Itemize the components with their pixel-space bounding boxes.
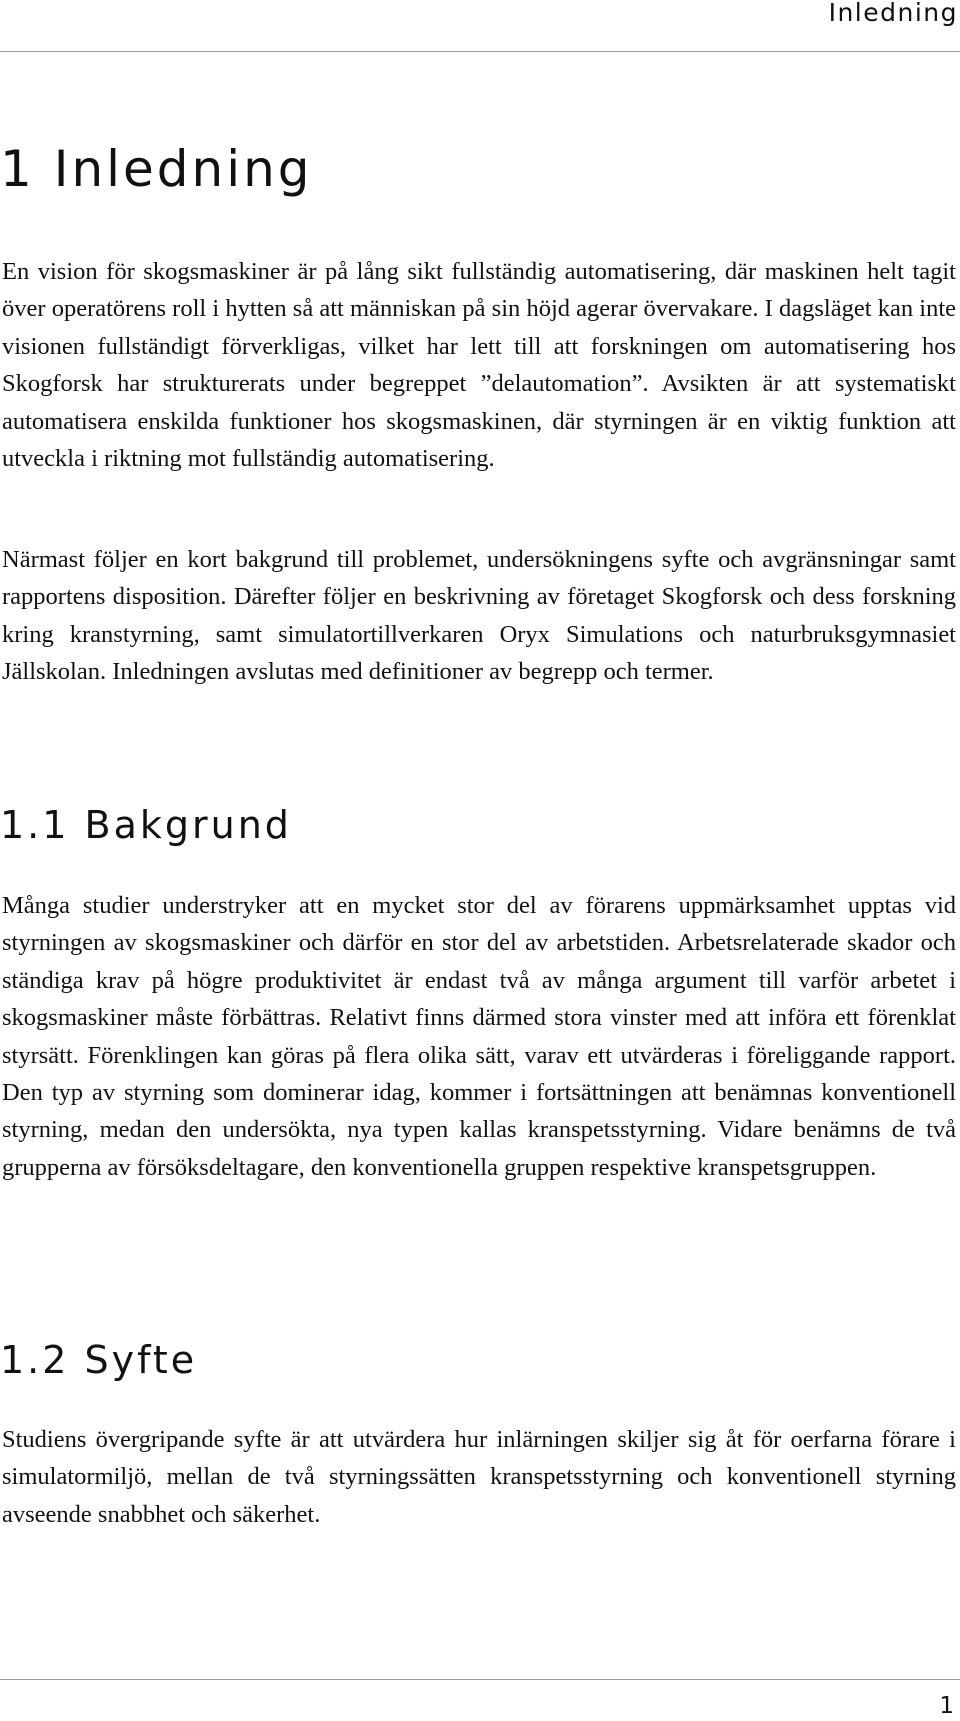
running-header: Inledning <box>828 0 958 27</box>
bakgrund-paragraph: Många studier understryker att en mycket stor del av förarens uppmärksamhet upptas vid styrningen av skogsmaskiner och därför en stor del av arbetstiden. Arbetsrelaterade skador och ständiga krav på högre produktivitet är endast två av många argument till varför arbetet i skogsmaskiner måste förbättras. Relativt finns därmed stora vinster med att införa ett förenklat styrsätt. Förenklingen kan göras på flera olika sätt, varav ett utvärderas i föreliggande rapport. Den typ av styrning som dominerar idag, kommer i fortsättningen att benämnas konventionell styrning, medan den undersökta, nya typen kallas kranspetsstyrning. Vidare benämns de två grupperna av försöksdeltagare, den konventionella gruppen respektive kranspetsgruppen. <box>2 892 956 1181</box>
chapter-paragraph-1: En vision för skogsmaskiner är på lång sikt fullständig automatisering, där maskinen helt tagit över operatörens roll i hytten så att människan på sin höjd agerar övervakare. I dagsläget kan inte visionen fullständigt förverkligas, vilket har lett till att forskningen om automatisering hos Skogforsk har strukturerats under begreppet ”delautomation”. Avsikten är att systematiskt automatisera enskilda funktioner hos skogsmaskinen, där styrningen är en viktig funktion att utveckla i riktning mot fullständig automatisering. <box>2 258 956 473</box>
section-heading-bakgrund: 1.1 Bakgrund <box>0 803 292 847</box>
header-rule <box>0 51 960 52</box>
syfte-paragraph: Studiens övergripande syfte är att utvärdera hur inlärningen skiljer sig åt för oerfarna förare i simulatormiljö, mellan de två styrningssätten kranspetsstyrning och konventionell styrning avseende snabbhet och säkerhet. <box>2 1426 956 1528</box>
chapter-paragraph-2: Närmast följer en kort bakgrund till problemet, undersökningens syfte och avgränsningar samt rapportens disposition. Därefter följer en beskrivning av företaget Skogforsk och dess forskning kring kranstyrning, samt simulatortillverkaren Oryx Simulations och naturbruksgymnasiet Jällskolan. Inledningen avslutas med definitioner av begrepp och termer. <box>2 546 956 686</box>
footer-rule <box>0 1679 960 1680</box>
section-heading-syfte: 1.2 Syfte <box>0 1338 198 1382</box>
chapter-heading: 1 Inledning <box>0 140 313 198</box>
page-number: 1 <box>939 1693 954 1719</box>
